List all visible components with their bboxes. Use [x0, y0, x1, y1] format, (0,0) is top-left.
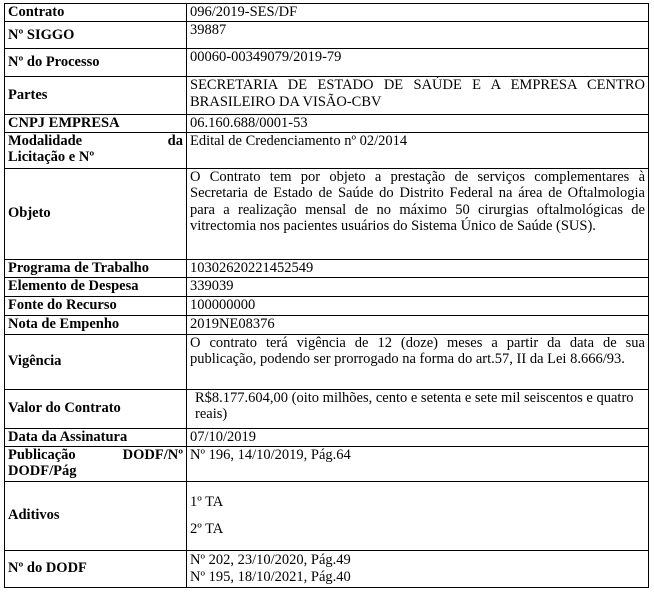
row-modalidade — [5, 132, 649, 168]
value-valor: R$8.177.604,00 (oito milhões, cento e setenta e sete mil seiscentos e quatro reais) — [187, 389, 649, 428]
row-processo — [5, 49, 649, 77]
value-siggo: 39887 — [187, 22, 649, 49]
label-objeto: Objeto — [5, 168, 187, 259]
row-fonte — [5, 296, 649, 315]
label-modalidade-line2: Licitação e Nº — [8, 149, 95, 165]
value-elemento: 339039 — [187, 277, 649, 296]
label-empenho: Nota de Empenho — [5, 315, 187, 334]
row-publicacao — [5, 446, 649, 481]
aditivo-1: 1º TA — [190, 494, 224, 510]
value-dodf — [187, 550, 649, 587]
value-modalidade: Edital de Credenciamento nº 02/2014 — [187, 132, 649, 168]
label-publicacao-line2: DODF/Pág — [8, 463, 77, 479]
row-assinatura — [5, 428, 649, 446]
label-siggo: Nº SIGGO — [5, 22, 187, 49]
aditivo-spacer — [190, 511, 645, 521]
aditivo-2: 2º TA — [190, 520, 224, 537]
value-processo: 00060-00349079/2019-79 — [187, 49, 649, 77]
value-aditivos — [187, 481, 649, 550]
row-cnpj — [5, 115, 649, 133]
dodf-entry-1: Nº 202, 23/10/2020, Pág.49 — [190, 552, 351, 568]
label-cnpj: CNPJ EMPRESA — [5, 115, 187, 133]
row-programa — [5, 259, 649, 277]
row-elemento — [5, 277, 649, 296]
label-publicacao-dodf: DODF/Nº — [122, 446, 183, 463]
row-empenho — [5, 315, 649, 334]
label-processo: Nº do Processo — [5, 49, 187, 77]
label-fonte: Fonte do Recurso — [5, 296, 187, 315]
contract-summary-table — [4, 3, 649, 588]
value-objeto: O Contrato tem por objeto a prestação de serviços complementares à Secretaria de Estado de Saúde do Distrito Federal na área de Oftalmologia para a realização mensal de no máximo 50 cirurgias oftalmológicas de vitrectomia nos pacientes usuários do Sistema Único de Saúde (SUS). — [187, 168, 649, 259]
value-contrato: 096/2019-SES/DF — [187, 4, 649, 22]
value-empenho: 2019NE08376 — [187, 315, 649, 334]
row-siggo — [5, 22, 649, 49]
label-publicacao-line1 — [8, 447, 183, 464]
label-contrato: Contrato — [5, 4, 187, 22]
label-modalidade-word: Modalidade — [8, 132, 83, 149]
row-contrato — [5, 4, 649, 22]
value-assinatura: 07/10/2019 — [187, 428, 649, 446]
row-vigencia — [5, 334, 649, 389]
label-dodf: Nº do DODF — [5, 550, 187, 587]
label-modalidade-da: da — [167, 132, 183, 149]
label-elemento: Elemento de Despesa — [5, 277, 187, 296]
label-valor: Valor do Contrato — [5, 389, 187, 428]
row-valor — [5, 389, 649, 428]
label-modalidade-line1 — [8, 133, 183, 150]
value-vigencia: O contrato terá vigência de 12 (doze) meses a partir da data de sua publicação, podendo ser prorrogado na forma do art.57, II da Lei 8.666/93. — [187, 334, 649, 389]
label-programa: Programa de Trabalho — [5, 259, 187, 277]
value-cnpj: 06.160.688/0001-53 — [187, 115, 649, 133]
row-objeto — [5, 168, 649, 259]
label-modalidade — [5, 132, 187, 168]
value-partes: SECRETARIA DE ESTADO DE SAÚDE E A EMPRESA CENTRO BRASILEIRO DA VISÃO-CBV — [187, 77, 649, 115]
label-publicacao — [5, 446, 187, 481]
label-vigencia: Vigência — [5, 334, 187, 389]
label-aditivos: Aditivos — [5, 481, 187, 550]
dodf-entry-2: Nº 195, 18/10/2021, Pág.40 — [190, 568, 351, 585]
value-fonte: 100000000 — [187, 296, 649, 315]
label-partes: Partes — [5, 77, 187, 115]
label-publicacao-word: Publicação — [8, 446, 76, 463]
row-partes — [5, 77, 649, 115]
row-dodf — [5, 550, 649, 587]
value-programa: 10302620221452549 — [187, 259, 649, 277]
label-assinatura: Data da Assinatura — [5, 428, 187, 446]
value-publicacao: Nº 196, 14/10/2019, Pág.64 — [187, 446, 649, 481]
row-aditivos — [5, 481, 649, 550]
